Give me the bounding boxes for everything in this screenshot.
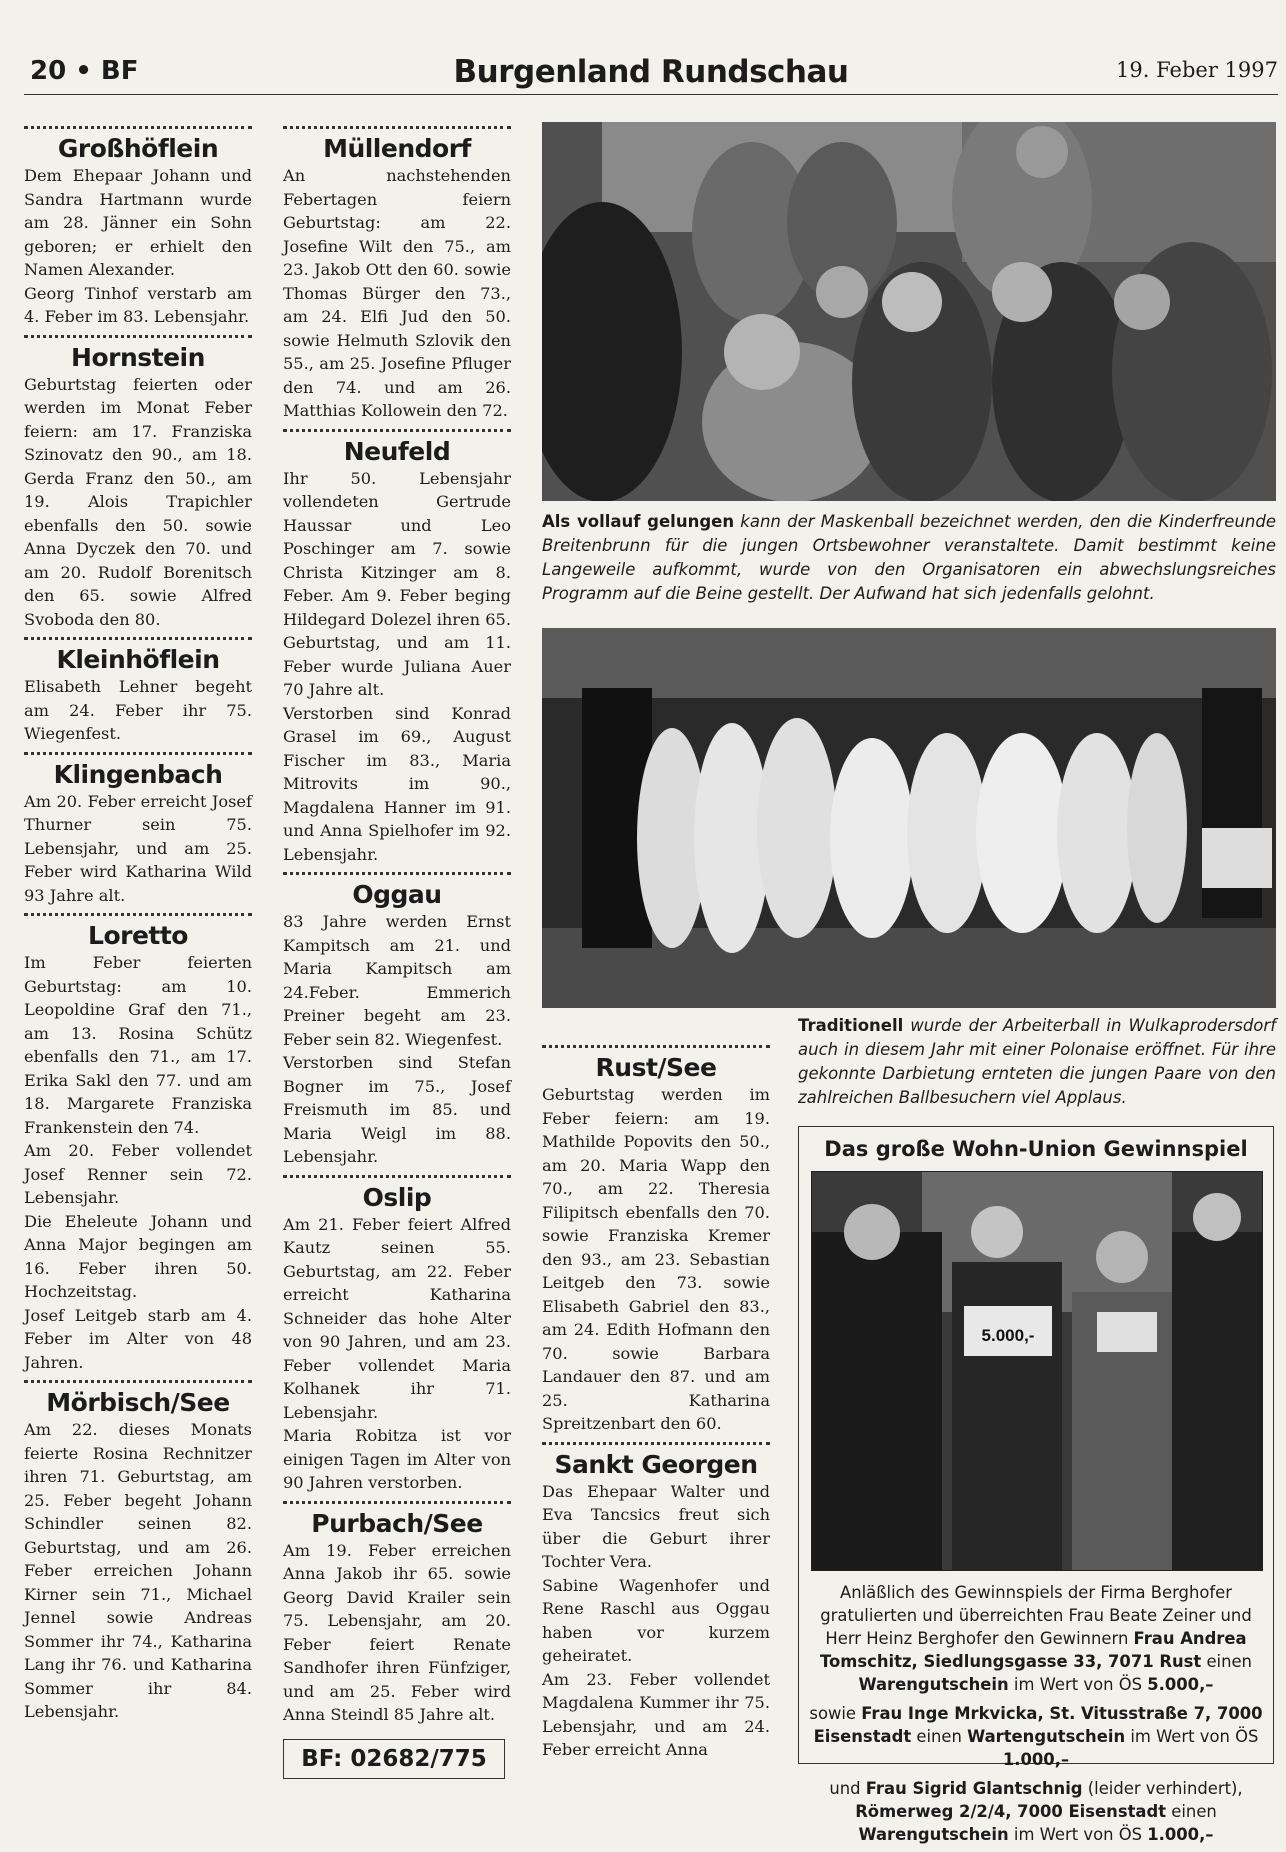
ad-intro: Anläßlich des Gewinnspiels der Firma Berghofer gratulierten und überreichten Frau Beate Zeiner und Herr Heinz Berghofer den Gewinnern [820,1583,1252,1648]
section-divider [24,752,252,755]
section-divider [283,1501,511,1504]
section-heading: Sankt Georgen [554,1449,758,1479]
prize-amount: 5.000,– [1147,1675,1214,1694]
section-heading: Loretto [88,921,188,950]
ad-title: Das große Wohn-Union Gewinnspiel [824,1137,1248,1161]
ad-text-fragment: sowie [809,1704,862,1723]
paragraph: Am 23. Feber vollendet Magdalena Kummer ihr 75. Lebensjahr, und am 24. Feber erreicht Anna [542,1669,770,1759]
ad-text-fragment: einen [911,1727,968,1746]
section-heading: Klingenbach [53,759,223,789]
voucher-label: Wartengutschein [967,1727,1126,1746]
section-body [24,164,252,329]
section-heading: Oggau [352,880,442,909]
paragraph: An nachstehenden Febertagen feiern Geburtstag: am 22. Josefine Wilt den 75., am 23. Jakob Ott den 60. sowie Thomas Bürger den 73., am 24. Elfi Jud den 50. sowie Helmuth Szlovik den 55., am 25. Josefine Pfluger den 74. und am 26. Matthias Kollowein den 72. [283,166,511,420]
paragraph: Elisabeth Lehner begeht am 24. Feber ihr 75. Wiegenfest. [24,677,252,743]
paragraph: Am 21. Feber feiert Alfred Kautz seinen 55. Geburtstag, am 22. Feber erreicht Katharina Schneider das hohe Alter von 90 Jahren, und am 23. Feber vollendet Maria Kolhanek ihr 71. Lebensjahr. [283,1214,511,1422]
news-column-3 [542,1043,770,1768]
paragraph: Geburtstag werden im Feber feiern: am 19. Mathilde Popovits den 50., am 20. Maria Wapp den 70., am 22. Theresia Filipitsch ebenfalls den 70. sowie Franziska Kremer den 93., am 23. Sebastian Leitgeb den 73. sowie Elisabeth Gabriel den 83., am 24. Edith Hofmann den 70. sowie Barbara Landauer den 87. und am 25. Katharina Spreitzenbart den 60. [542,1085,770,1433]
winner-2: Frau Inge Mrkvicka, St. Vitusstraße 7, 7000 Eisenstadt [813,1704,1263,1746]
section-body [542,1480,770,1762]
section-body [283,164,511,423]
phone-number-box: BF: 02682/775 [283,1739,505,1779]
news-column-1 [24,124,252,1730]
voucher-label: Warengutschein [858,1825,1009,1844]
section-body [283,910,511,1169]
caption-text: wurde der Arbeiterball in Wulkaprodersdorf auch in diesem Jahr mit einer Polonaise eröffnet. Für ihre gekonnte Darbietung ernteten die jungen Paare von den zahlreichen Ballbesuchern viel Applaus. [798,1016,1276,1107]
section-body [24,373,252,632]
section-divider [283,872,511,875]
cheque-amount: 5.000,- [981,1326,1035,1345]
section-divider [283,429,511,432]
ad-text-fragment: einen [1201,1652,1252,1671]
caption-lead: Traditionell [798,1016,904,1035]
section-divider [542,1442,770,1445]
caption-text: kann der Maskenball bezeichnet werden, den die Kinderfreunde Breitenbrunn für die jungen Ortsbewohner veranstaltete. Damit bestimmt keine Langeweile aufkommt, wurde von den Organisatoren ein abwechslungsreiches Programm auf die Beine gestellt. Der Aufwand hat sich jedenfalls gelohnt. [542,512,1276,603]
section-body [283,1539,511,1727]
section-body [283,467,511,867]
winner-3-address: Römerweg 2/2/4, 7000 Eisenstadt [855,1802,1167,1821]
wohn-union-ad [798,1126,1274,1844]
section-body [283,1213,511,1495]
newspaper-title: Burgenland Rundschau [453,54,849,90]
section-heading: Mörbisch/See [46,1388,230,1417]
section-body [24,790,252,908]
ad-text-fragment: (leider verhindert), [1082,1779,1243,1798]
ad-text-fragment: im Wert von ÖS [1008,1825,1148,1844]
paragraph: Im Feber feierten Geburtstag: am 10. Leopoldine Graf den 71., am 13. Rosina Schütz ebenfalls den 71., am 17. Erika Sakl den 77. und am 18. Margarete Franziska Frankenstein den 74. [24,953,252,1137]
section-heading: Hornstein [71,342,205,372]
workers-ball-caption [798,1014,1276,1110]
paragraph: Ihr 50. Lebensjahr vollendeten Gertrude Haussar und Leo Poschinger am 7. sowie Christa Kitzinger am 8. Feber. Am 9. Feber beging Hildegard Dolezel ihren 65. Geburtstag, und am 11. Feber wurde Juliana Auer 70 Jahre alt. [283,468,511,699]
paragraph: Die Eheleute Johann und Anna Major begingen am 16. Feber ihren 50. Hochzeitstag. [24,1211,252,1301]
winner-3: Frau Sigrid Glantschnig [865,1779,1083,1798]
prize-amount: 1.000,– [1002,1750,1070,1769]
voucher-label: Warengutschein [858,1675,1009,1694]
section-heading: Oslip [362,1182,432,1212]
workers-ball-photo [542,628,1276,1008]
section-body [542,1083,770,1436]
prize-amount: 1.000,– [1147,1825,1214,1844]
caption-lead: Als vollauf gelungen [542,512,735,531]
ad-text-fragment: einen [1166,1802,1217,1821]
paragraph: Am 20. Feber erreicht Josef Thurner sein 75. Lebensjahr, und am 25. Feber wird Katharina Wild 93 Jahre alt. [24,791,252,905]
section-divider [24,126,252,129]
section-divider [24,335,252,338]
section-divider [24,637,252,640]
section-heading: Kleinhöflein [56,645,220,674]
masked-ball-caption [542,510,1276,606]
paragraph: Maria Robitza ist vor einigen Tagen im Alter von 90 Jahren verstorben. [283,1426,511,1492]
issue-date: 19. Feber 1997 [1116,58,1278,82]
paragraph: Am 20. Feber vollendet Josef Renner sein 72. Lebensjahr. [24,1141,252,1207]
section-divider [542,1045,770,1048]
section-divider [24,913,252,916]
paragraph: Am 22. dieses Monats feierte Rosina Rechnitzer ihren 71. Geburtstag, am 25. Feber begeht Johann Schindler seinen 82. Geburtstag, und am 26. Feber erreichen Johann Kirner sein 71., Michael Jennel sowie Andreas Sommer ihr 74., Katharina Lang ihr 76. und Katharina Sommer ihr 84. Lebensjahr. [24,1420,252,1721]
section-divider [283,126,511,129]
section-divider [24,1380,252,1383]
section-heading: Großhöflein [57,134,219,163]
page-number: 20 • BF [30,56,139,86]
paragraph: Georg Tinhof verstarb am 4. Feber im 83. Lebensjahr. [24,283,252,326]
masked-ball-photo [542,122,1276,501]
section-heading: Purbach/See [311,1508,483,1538]
ad-text-fragment: und [829,1779,866,1798]
ad-text-fragment: im Wert von ÖS [1008,1675,1148,1694]
ad-text [807,1581,1265,1852]
paragraph: Josef Leitgeb starb am 4. Feber im Alter von 48 Jahren. [24,1305,252,1372]
section-heading: Rust/See [595,1053,717,1082]
section-body [24,951,252,1374]
paragraph: Verstorben sind Stefan Bogner im 75., Josef Freismuth im 85. und Maria Weigl im 88. Lebensjahr. [283,1053,511,1166]
section-heading: Müllendorf [323,134,471,163]
section-divider [283,1175,511,1178]
section-heading: Neufeld [343,436,451,466]
section-body [24,675,252,746]
section-body [24,1418,252,1724]
paragraph: Geburtstag feierten oder werden im Monat Feber feiern: am 17. Franziska Szinovatz den 90., am 18. Gerda Franz den 50., am 19. Alois Trapichler ebenfalls den 50. sowie Anna Dyczek den 70. und am 20. Rudolf Borenitsch den 65. sowie Alfred Svoboda den 80. [24,374,252,629]
paragraph: Das Ehepaar Walter und Eva Tancsics freut sich über die Geburt ihrer Tochter Vera. [542,1481,770,1571]
page-header [24,50,1278,95]
prize-handover-photo [811,1171,1263,1571]
paragraph: Dem Ehepaar Johann und Sandra Hartmann wurde am 28. Jänner ein Sohn geboren; er erhielt den Namen Alexander. [24,166,252,279]
paragraph: 83 Jahre werden Ernst Kampitsch am 21. und Maria Kampitsch am 24.Feber. Emmerich Preiner begeht am 23. Feber sein 82. Wiegenfest. [283,912,511,1049]
paragraph: Sabine Wagenhofer und Rene Raschl aus Oggau haben vor kurzem geheiratet. [542,1575,770,1665]
paragraph: Verstorben sind Konrad Grasel im 69., August Fischer im 83., Maria Mitrovits im 90., Magdalena Hanner im 91. und Anna Spielhofer im 92. Lebensjahr. [283,703,511,864]
news-column-2 [283,124,511,1779]
ad-text-fragment: im Wert von ÖS [1125,1727,1259,1746]
winner-1: Frau Andrea Tomschitz, Siedlungsgasse 33, 7071 Rust [820,1629,1247,1671]
paragraph: Am 19. Feber erreichen Anna Jakob ihr 65. sowie Georg David Krailer sein 75. Lebensjahr, am 20. Feber feiert Renate Sandhofer ihren Fünfziger, und am 25. Feber wird Anna Steindl 85 Jahre alt. [283,1540,511,1724]
